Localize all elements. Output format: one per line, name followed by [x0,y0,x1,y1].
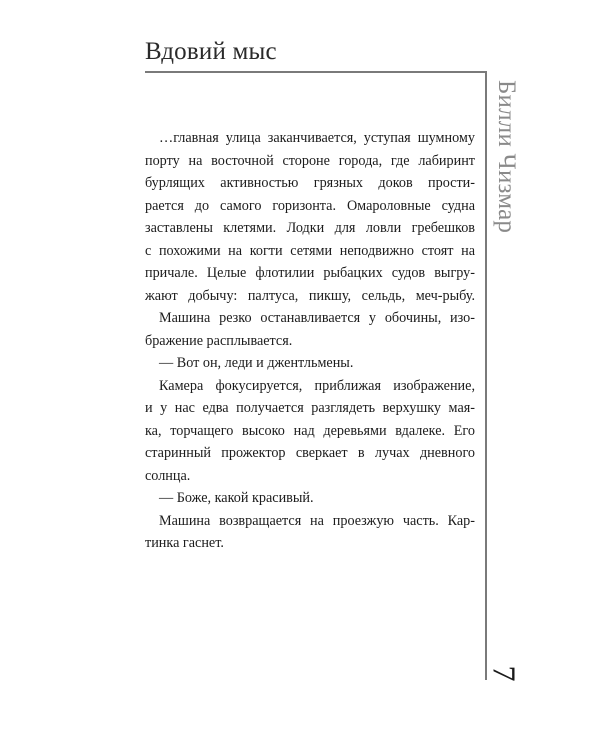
text-line: …главная улица заканчивается, уступая шумному [159,130,475,146]
text-line: бражение расплывается. [145,332,293,349]
text-line: старинный прожектор сверкает в лучах дневного [145,445,475,461]
text-line: рается до самого горизонта. Омароловные судна [145,197,475,214]
text-line: — Вот он, леди и джентльмены. [159,355,354,371]
text-line: с похожими на когти сетями неподвижно стоят на [145,242,475,259]
running-head-author: Билли Чизмар [493,80,520,234]
text-line: бурлящих активностью грязных доков прости- [145,175,475,191]
body-text [145,127,475,555]
text-line: заставлены клетями. Лодки для ловли гребешков [145,220,475,236]
running-head-title: Вдовий мыс [145,38,277,65]
text-line: тинка гаснет. [145,535,224,551]
text-line: Камера фокусируется, приближая изображение, [159,377,475,394]
text-line: Машина возвращается на проезжую часть. Кар- [159,512,475,529]
text-line: причале. Целые флотилии рыбацких судов выгру- [145,265,475,281]
text-line: жают добычу: палтуса, пикшу, сельдь, меч-рыбу. [145,287,475,304]
text-line: и у нас едва получается разглядеть верхушку мая- [145,400,475,416]
text-line: порту на восточной стороне города, где лабиринт [145,152,475,169]
text-line: солнца. [145,467,191,484]
text-line: Машина резко останавливается у обочины, изо- [159,310,475,326]
header-rule [145,71,485,73]
text-line: ка, торчащего высоко над деревьями вдалеке. Его [145,422,475,439]
page-number: 7 [486,665,523,682]
text-line: — Боже, какой красивый. [159,490,314,506]
side-rule [485,71,487,680]
